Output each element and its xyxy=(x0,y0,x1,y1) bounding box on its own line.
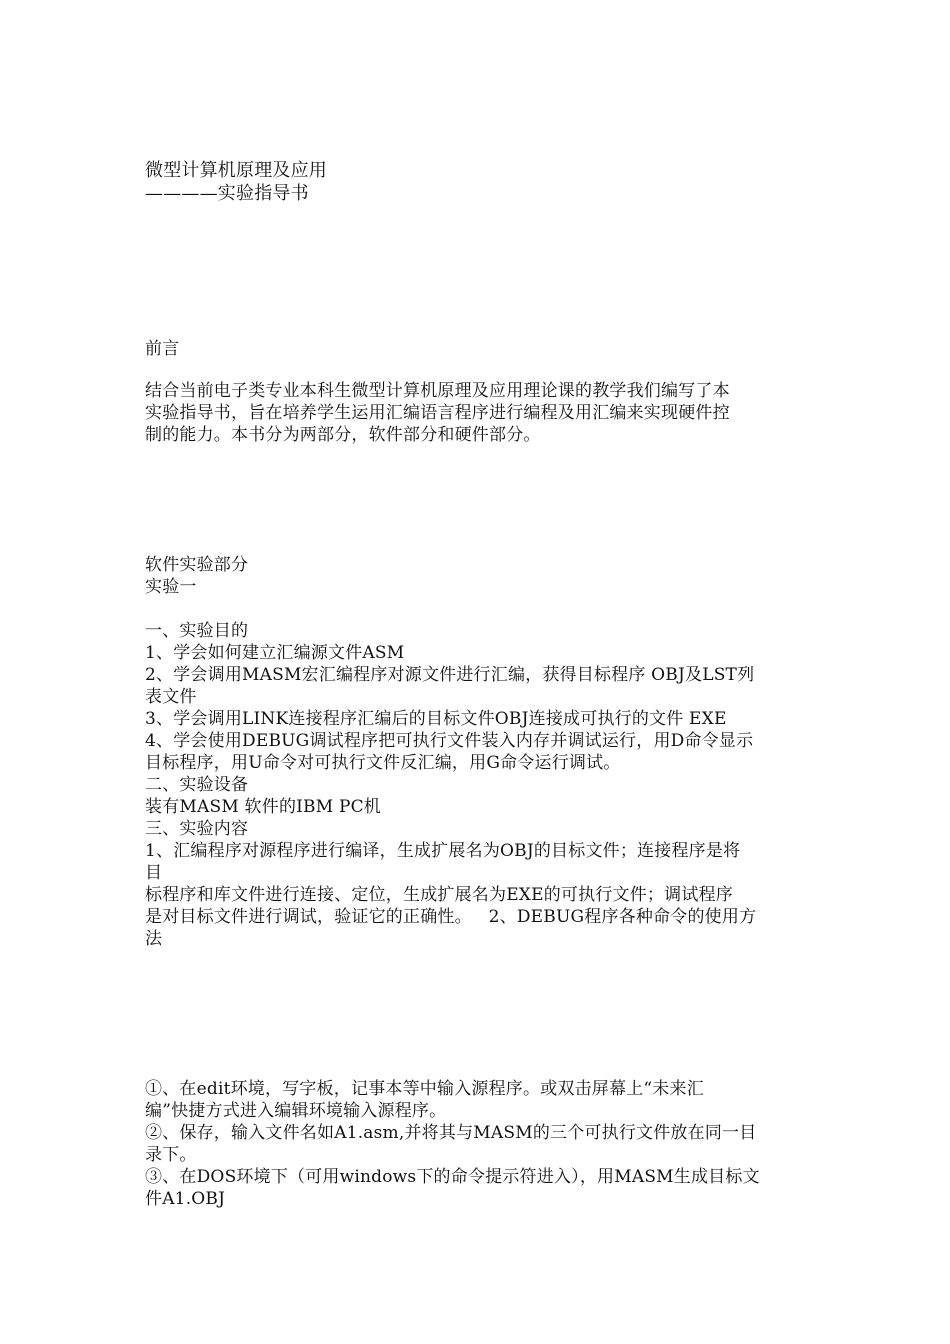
body-line: 三、实验内容 xyxy=(145,819,249,839)
preface-heading: 前言 xyxy=(145,339,180,359)
step-line: 件A1.OBJ xyxy=(145,1189,226,1209)
experiment-title: 实验一 xyxy=(145,577,197,597)
step-line: 录下。 xyxy=(145,1145,197,1165)
doc-subtitle: ————实验指导书 xyxy=(145,183,309,204)
body-line: 是对目标文件进行调试，验证它的正确性。 2、DEBUG程序各种命令的使用方 xyxy=(145,907,757,927)
body-line: 1、汇编程序对源程序进行编译，生成扩展名为OBJ的目标文件；连接程序是将 xyxy=(145,841,741,861)
body-line: 2、学会调用MASM宏汇编程序对源文件进行汇编，获得目标程序 OBJ及LST列 xyxy=(145,665,755,685)
preface-line: 制的能力。本书分为两部分，软件部分和硬件部分。 xyxy=(145,425,541,445)
body-line: 装有MASM 软件的IBM PC机 xyxy=(145,797,382,817)
doc-title: 微型计算机原理及应用 xyxy=(145,160,327,181)
step-line: ③、在DOS环境下（可用windows下的命令提示符进入），用MASM生成目标文 xyxy=(145,1167,760,1187)
body-line: 二、实验设备 xyxy=(145,775,249,795)
body-line: 标程序和库文件进行连接、定位，生成扩展名为EXE的可执行文件；调试程序 xyxy=(145,885,733,905)
body-line: 目标程序，用U命令对可执行文件反汇编，用G命令运行调试。 xyxy=(145,753,621,773)
body-line: 目 xyxy=(145,863,163,883)
step-line: ②、保存，输入文件名如A1.asm,并将其与MASM的三个可执行文件放在同一目 xyxy=(145,1123,757,1143)
step-line: ①、在edit环境，写字板，记事本等中输入源程序。或双击屏幕上“未来汇 xyxy=(145,1079,704,1099)
body-line: 法 xyxy=(145,929,163,949)
body-line: 4、学会使用DEBUG调试程序把可执行文件装入内存并调试运行，用D命令显示 xyxy=(145,731,754,751)
body-line: 一、实验目的 xyxy=(145,621,249,641)
body-line: 3、学会调用LINK连接程序汇编后的目标文件OBJ连接成可执行的文件 EXE xyxy=(145,709,727,729)
section-heading: 软件实验部分 xyxy=(145,555,249,575)
preface-line: 实验指导书，旨在培养学生运用汇编语言程序进行编程及用汇编来实现硬件控 xyxy=(145,403,730,423)
preface-line: 结合当前电子类专业本科生微型计算机原理及应用理论课的教学我们编写了本 xyxy=(145,381,730,401)
step-line: 编”快捷方式进入编辑环境输入源程序。 xyxy=(145,1101,447,1121)
body-line: 表文件 xyxy=(145,687,197,707)
body-line: 1、学会如何建立汇编源文件ASM xyxy=(145,643,405,663)
